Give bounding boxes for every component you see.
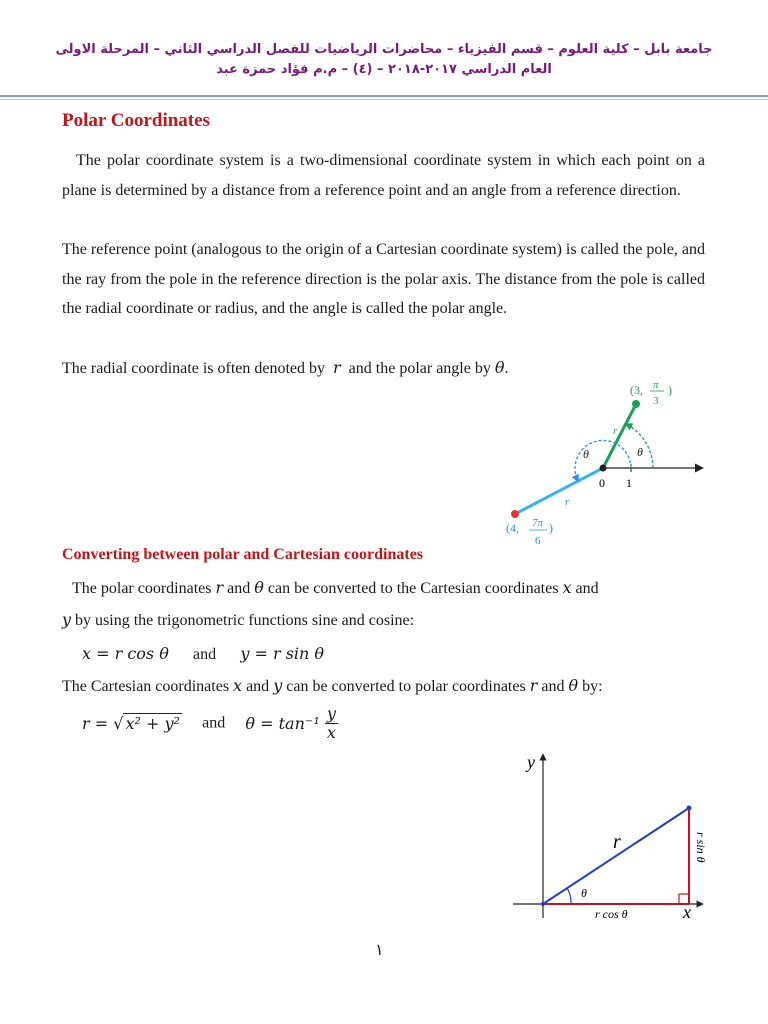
point1-den: 3 xyxy=(653,395,659,407)
rsin-label: r sin θ xyxy=(694,832,708,863)
conv-l3-and2: and xyxy=(541,678,565,695)
conv-l3-r: r xyxy=(529,676,538,695)
rcos-label: r cos θ xyxy=(595,907,628,921)
theta-label-blue: θ xyxy=(583,447,589,461)
tick-label-0: 0 xyxy=(599,476,605,490)
hypotenuse-r xyxy=(543,808,689,904)
equation-polar: r = √ x² + y² and θ = tan⁻¹ $\frac{y}{x}$ xyxy=(82,704,336,742)
pole-point xyxy=(600,465,607,472)
equation-cartesian xyxy=(82,644,324,664)
conv-l1-b: can be converted to the Cartesian coordinates xyxy=(267,580,559,597)
ray1-r-label: r xyxy=(613,425,618,437)
point2-close: ) xyxy=(549,521,553,535)
header-rule-thin xyxy=(0,99,768,100)
conv-l1-and2: and xyxy=(575,580,599,597)
conv-l1-a: The polar coordinates xyxy=(72,580,212,597)
conv-l2-y: y xyxy=(62,610,72,629)
point1-num: π xyxy=(653,379,659,391)
point-1 xyxy=(632,400,640,408)
eq1-and: and xyxy=(193,646,217,663)
ray-point-2 xyxy=(515,468,603,514)
point1-open: (3, xyxy=(630,383,643,397)
conv-l3-theta: θ xyxy=(568,676,579,695)
conv-l3-and: and xyxy=(246,678,270,695)
header-line-2: العام الدراسي ٢٠١٧-٢٠١٨ – (٤) – م.م فؤاد حمزة عبد xyxy=(216,62,552,77)
subtitle-converting: Converting between polar and Cartesian coordinates xyxy=(62,546,424,563)
y-axis-label: y xyxy=(527,752,535,772)
section-title: Polar Coordinates xyxy=(62,110,210,131)
eq2-theta: θ = tan⁻¹ xyxy=(245,714,320,733)
convert-paragraph-3 xyxy=(62,671,705,702)
ray2-r-label: r xyxy=(565,496,570,508)
conv-l1-x: x xyxy=(562,578,572,597)
conv-l2-b: by using the trigonometric functions sine and cosine: xyxy=(75,612,415,629)
p3-theta: θ xyxy=(494,358,505,377)
origin-dot xyxy=(541,902,545,906)
intro-paragraph-1: The polar coordinate system is a two-dimensional coordinate system in which each point on a plane is determined by a distance from a reference point and an angle from a reference direction. xyxy=(62,152,705,199)
ray-point-1 xyxy=(603,406,635,468)
point-2 xyxy=(511,510,519,518)
polar-figure xyxy=(495,372,715,552)
eq2-and: and xyxy=(202,714,226,732)
page-number: ١ xyxy=(375,940,384,959)
conv-l1-r: r xyxy=(215,578,224,597)
p3-text-a: The radial coordinate is often denoted by xyxy=(62,360,326,377)
theta-arc xyxy=(567,888,571,904)
eq1-right: y = r sin θ xyxy=(240,644,325,663)
eq2-fraction xyxy=(325,705,338,742)
theta-label: θ xyxy=(581,886,587,900)
convert-paragraph-1 xyxy=(62,573,705,604)
cartesian-figure xyxy=(505,748,710,928)
p3-end: . xyxy=(504,360,509,377)
eq2-den: x xyxy=(326,723,336,742)
conv-l3-a: The Cartesian coordinates xyxy=(62,678,230,695)
eq2-r: r = xyxy=(82,714,109,733)
point2-num: 7π xyxy=(532,517,544,529)
convert-paragraph-2 xyxy=(62,605,705,636)
p3-r: r xyxy=(333,358,341,377)
p3-text-b: and the polar angle by xyxy=(348,360,491,377)
conv-l3-y: y xyxy=(273,676,283,695)
hyp-r-label: r xyxy=(613,831,621,853)
theta-label-green: θ xyxy=(637,445,643,459)
point-dot xyxy=(687,806,692,811)
header xyxy=(0,40,768,80)
conv-l1-theta: θ xyxy=(254,578,264,597)
intro-paragraph-2: The reference point (analogous to the origin of a Cartesian coordinate system) is called the pole, and the ray from the pole in the reference direction is the polar axis. The distance from the pole is called the radial coordinate or radius, and the angle is called the polar angle. xyxy=(62,241,705,317)
conv-l3-b: can be converted to polar coordinates xyxy=(286,678,526,695)
eq1-left: x = r cos θ xyxy=(82,644,169,663)
point2-open: (4, xyxy=(506,521,519,535)
eq2-sqrt: x² + y² xyxy=(125,714,180,733)
conv-l1-and: and xyxy=(227,580,251,597)
header-rule xyxy=(0,95,768,97)
conv-l3-c: by: xyxy=(582,678,603,695)
eq2-num: y xyxy=(326,704,336,723)
tick-label-1: 1 xyxy=(626,476,632,490)
x-axis-label: x xyxy=(683,902,691,922)
header-line-1: جامعة بابل – كلية العلوم – قسم الفيزياء – محاضرات الرياضيات للفصل الدراسي الثاني – المرحلة الاولى xyxy=(55,42,713,57)
conv-l3-x: x xyxy=(233,676,243,695)
point2-den: 6 xyxy=(535,535,541,547)
point1-close: ) xyxy=(668,383,672,397)
